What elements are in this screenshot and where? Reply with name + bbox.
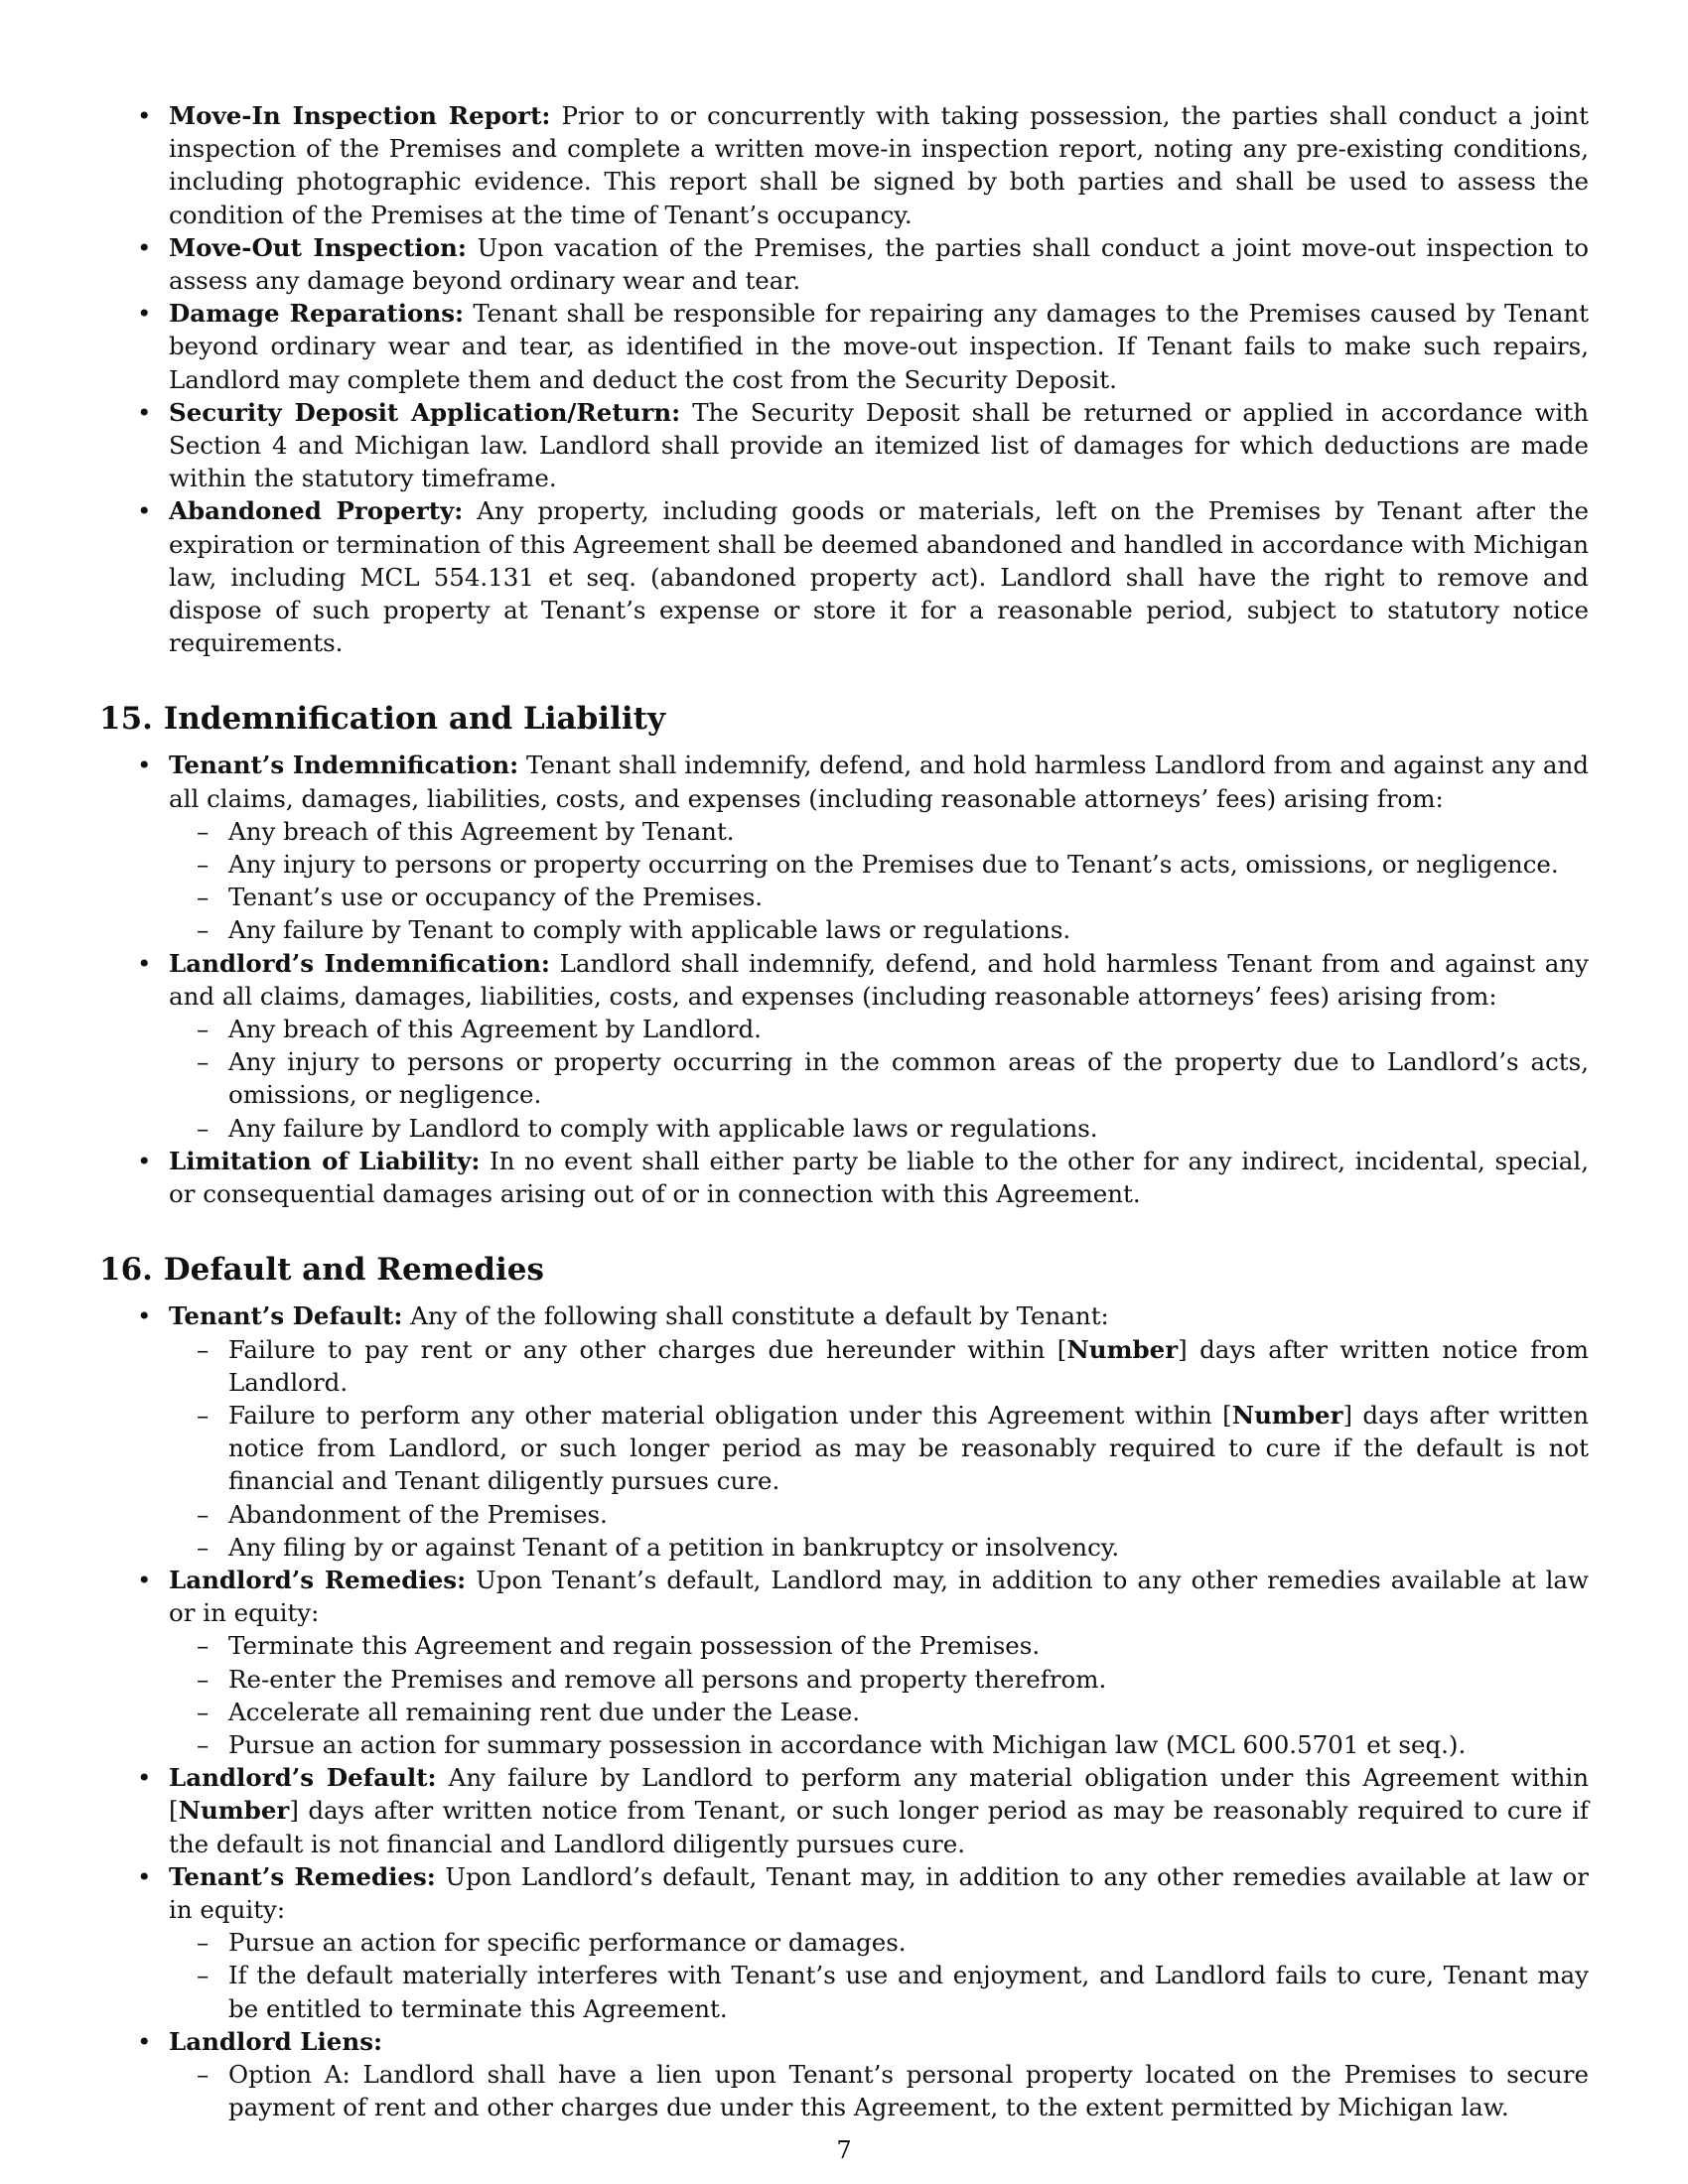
page-number: 7 (836, 2136, 852, 2164)
sub-item: – Pursue an action for specific performance or damages. (169, 1926, 1589, 1959)
item-label: Landlord’s Remedies: (169, 1565, 467, 1594)
list-item (99, 1145, 1589, 1210)
section-16-heading: 16. Default and Remedies (99, 1252, 544, 1289)
list-item (99, 2025, 1589, 2124)
sub-text: ] days after written notice from Landlord, or such longer period as may be reasonably required to cure if the default is not financial and Tenant diligently pursues cure. (228, 1400, 1589, 1496)
sub-item: – If the default materially interferes with Tenant’s use and enjoyment, and Landlord fails to cure, Tenant may be entitled to terminate this Agreement. (169, 1959, 1589, 2024)
sub-list (169, 815, 1589, 947)
item-text: Upon Tenant’s default, Landlord may, in addition to any other remedies available at law or in equity: (169, 1565, 1589, 1628)
item-text: Upon Landlord’s default, Tenant may, in addition to any other remedies available at law or in equity: (169, 1861, 1589, 1924)
item-text: The Security Deposit shall be returned or applied in accordance with Section 4 and Michigan law. Landlord shall provide an itemized list of damages for which deductions are made within the statutory timeframe. (169, 397, 1590, 493)
section-15-heading: 15. Indemnification and Liability (99, 701, 665, 738)
document-page (99, 99, 1589, 2123)
sub-item: – Terminate this Agreement and regain possession of the Premises. (169, 1629, 1589, 1662)
sub-item (169, 1399, 1589, 1498)
item-label: Tenant’s Default: (169, 1301, 403, 1331)
item-text: Any of the following shall constitute a default by Tenant: (402, 1301, 1109, 1331)
sub-item: – Accelerate all remaining rent due under the Lease. (169, 1696, 1589, 1728)
item-text: Tenant shall be responsible for repairing any damages to the Premises caused by Tenant beyond ordinary wear and tear, as identified in the move-out inspection. If Tenant fails to make such repairs, Landlord may complete them and deduct the cost from the Security Deposit. (169, 299, 1589, 394)
sub-list (169, 1926, 1589, 2025)
sub-item: – Any injury to persons or property occurring on the Premises due to Tenant’s acts, omissions, or negligence. (169, 848, 1589, 881)
list-item (99, 1761, 1589, 1860)
sub-item: – Any breach of this Agreement by Landlord. (169, 1013, 1589, 1045)
sub-item: – Abandonment of the Premises. (169, 1498, 1589, 1531)
list-item (99, 1564, 1589, 1761)
list-item (99, 1299, 1589, 1564)
item-label: Abandoned Property: (169, 496, 464, 526)
item-label: Damage Reparations: (169, 299, 465, 329)
item-text: Landlord shall indemnify, defend, and hold harmless Tenant from and against any and all claims, damages, liabilities, costs, and expenses (including reasonable attorneys’ fees) arising from: (169, 948, 1590, 1011)
sub-list (169, 2058, 1589, 2123)
list-item (99, 494, 1589, 659)
item-label: Landlord Liens: (169, 2026, 383, 2056)
list-item (99, 297, 1589, 396)
inspection-list (99, 99, 1589, 659)
item-text: Any failure by Landlord to perform any material obligation under this Agreement within [ (169, 1763, 1589, 1826)
item-text: In no event shall either party be liable to the other for any indirect, incidental, special, or consequential damages arising out of or in connection with this Agreement. (169, 1146, 1589, 1209)
sub-item: – Pursue an action for summary possession in accordance with Michigan law (MCL 600.5701 et seq.). (169, 1728, 1589, 1761)
item-label: Tenant’s Remedies: (169, 1861, 436, 1891)
item-label: Landlord’s Indemnification: (169, 948, 550, 978)
item-label: Tenant’s Indemnification: (169, 751, 519, 780)
item-text: ] days after written notice from Tenant, or such longer period as may be reasonably required to cure if the default is not financial and Landlord diligently pursues cure. (169, 1796, 1589, 1858)
item-label: Security Deposit Application/Return: (169, 397, 681, 427)
sub-item: – Any failure by Landlord to comply with applicable laws or regulations. (169, 1112, 1589, 1145)
sub-item: – Option A: Landlord shall have a lien upon Tenant’s personal property located on the Premises to secure payment of rent and other charges due under this Agreement, to the extent permitted by Michigan law. (169, 2058, 1589, 2123)
list-item (99, 1860, 1589, 2025)
list-item (99, 231, 1589, 297)
number-placeholder: Number (178, 1796, 290, 1826)
item-text: Upon vacation of the Premises, the parties shall conduct a joint move-out inspection to assess any damage beyond ordinary wear and tear. (169, 232, 1590, 296)
sub-item: – Re-enter the Premises and remove all persons and property therefrom. (169, 1663, 1589, 1696)
sub-item (169, 1333, 1589, 1399)
item-text: Any property, including goods or materials, left on the Premises by Tenant after the expiration or termination of this Agreement shall be deemed abandoned and handled in accordance with Michigan law, including MCL 554.131 et seq. (abandoned property act). Landlord shall have the right to remove and dispose of such property at Tenant’s expense or store it for a reasonable period, subject to statutory notice requirements. (169, 496, 1590, 658)
number-placeholder: Number (1066, 1334, 1179, 1364)
sub-list (169, 1013, 1589, 1145)
list-item (99, 99, 1589, 231)
sub-text: Failure to pay rent or any other charges due hereunder within [ (228, 1334, 1067, 1364)
sub-list (169, 1629, 1589, 1761)
sub-text: ] days after written notice from Landlord. (228, 1334, 1589, 1397)
list-item (99, 396, 1589, 495)
sub-item: – Tenant’s use or occupancy of the Premises. (169, 881, 1589, 913)
item-label: Limitation of Liability: (169, 1146, 481, 1175)
sub-item: – Any breach of this Agreement by Tenant. (169, 815, 1589, 848)
list-item (99, 947, 1589, 1145)
item-text: Prior to or concurrently with taking possession, the parties shall conduct a joint inspection of the Premises and complete a written move-in inspection report, noting any pre-existing conditions, including photographic evidence. This report shall be signed by both parties and shall be used to assess the condition of the Premises at the time of Tenant’s occupancy. (169, 101, 1589, 229)
sub-text: Failure to perform any other material obligation under this Agreement within [ (228, 1400, 1232, 1430)
number-placeholder: Number (1231, 1400, 1343, 1430)
list-item (99, 749, 1589, 946)
sub-list (169, 1333, 1589, 1564)
item-label: Move-In Inspection Report: (169, 101, 551, 130)
sub-item: – Any filing by or against Tenant of a petition in bankruptcy or insolvency. (169, 1531, 1589, 1564)
sub-item: – Any injury to persons or property occurring in the common areas of the property due to Landlord’s acts, omissions, or negligence. (169, 1045, 1589, 1111)
item-text: Tenant shall indemnify, defend, and hold harmless Landlord from and against any and all claims, damages, liabilities, costs, and expenses (including reasonable attorneys’ fees) arising from: (169, 751, 1589, 813)
item-label: Move-Out Inspection: (169, 232, 467, 262)
sub-item: – Any failure by Tenant to comply with applicable laws or regulations. (169, 913, 1589, 946)
section-16-list (99, 1299, 1589, 2123)
item-label: Landlord’s Default: (169, 1763, 437, 1793)
section-15-list (99, 749, 1589, 1210)
